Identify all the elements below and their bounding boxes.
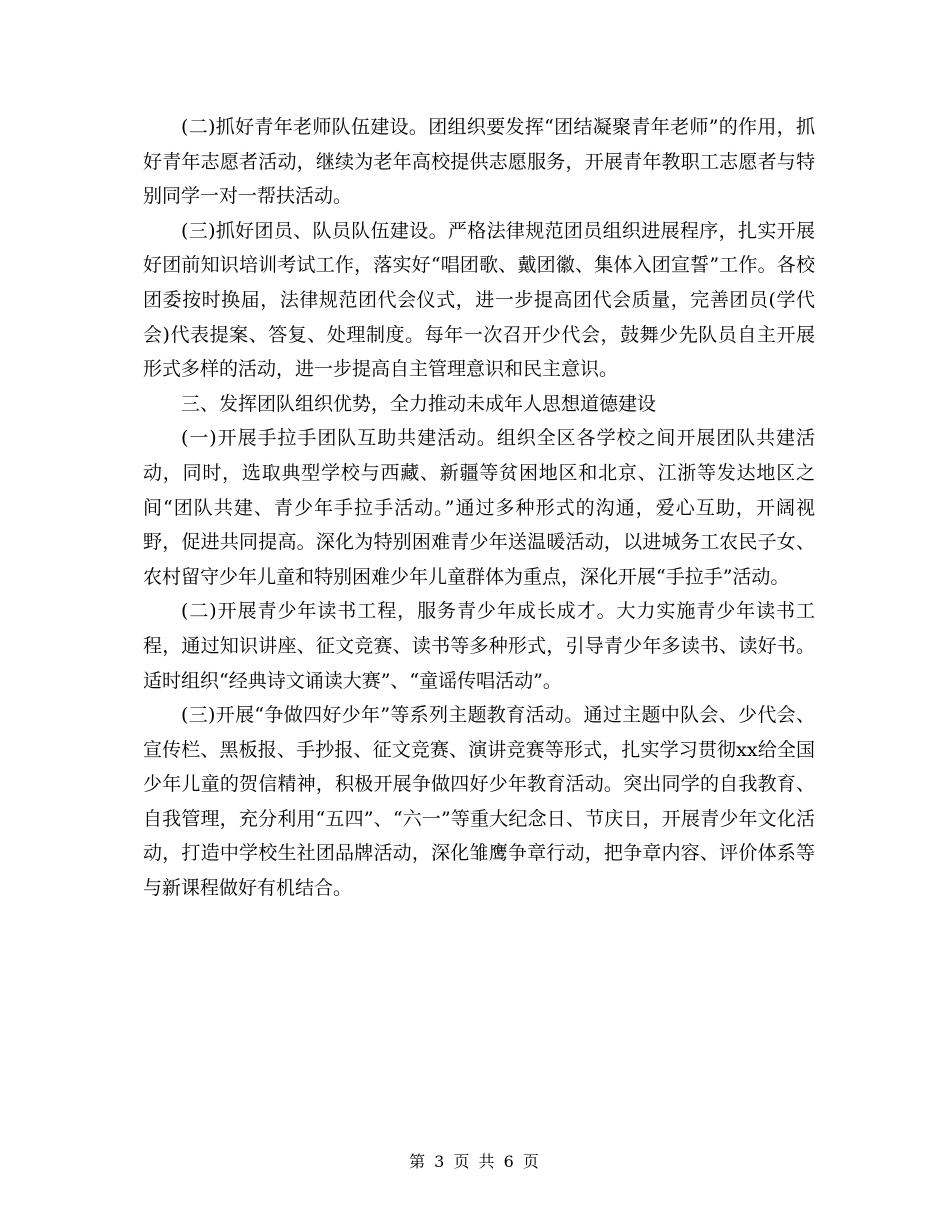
paragraph-hand-in-hand: (一)开展手拉手团队互助共建活动。组织全区各学校之间开展团队共建活动，同时，选取典型学校与西藏、新疆等贫困地区和北京、江浙等发达地区之间“团队共建、青少年手拉手活动。”通过多种形式的沟通，爱心互助，开阔视野，促进共同提高。深化为特别困难青少年送温暖活动，以进城务工农民子女、农村留守少年儿童和特别困难少年儿童群体为重点，深化开展“手拉手”活动。 <box>143 427 815 588</box>
paragraph-league-members: (三)抓好团员、队员队伍建设。严格法律规范团员组织进展程序，扎实开展好团前知识培训考试工作，落实好“唱团歌、戴团徽、集体入团宣誓”工作。各校团委按时换届，法律规范团代会仪式，进一步提高团代会质量，完善团员(学代会)代表提案、答复、处理制度。每年一次召开少代会，鼓舞少先队员自主开展形式多样的活动，进一步提高自主管理意识和民主意识。 <box>143 219 815 381</box>
paragraph-youth-teachers: (二)抓好青年老师队伍建设。团组织要发挥“团结凝聚青年老师”的作用，抓好青年志愿者活动，继续为老年高校提供志愿服务，开展青年教职工志愿者与特别同学一对一帮扶活动。 <box>143 116 815 208</box>
document-body <box>143 110 815 906</box>
paragraph-four-good-youth: (三)开展“争做四好少年”等系列主题教育活动。通过主题中队会、少代会、宣传栏、黑板报、手抄报、征文竞赛、演讲竞赛等形式，扎实学习贯彻xx给全国少年儿童的贺信精神，积极开展争做四好少年教育活动。突出同学的自我教育、自我管理，充分利用“五四”、“六一”等重大纪念日、节庆日，开展青少年文化活动，打造中学校生社团品牌活动，深化雏鹰争章行动，把争章内容、评价体系等与新课程做好有机结合。 <box>143 704 815 900</box>
paragraph-reading-project: (二)开展青少年读书工程，服务青少年成长成才。大力实施青少年读书工程，通过知识讲座、征文竞赛、读书等多种形式，引导青少年多读书、读好书。适时组织“经典诗文诵读大赛”、“童谣传唱活动”。 <box>143 600 815 692</box>
section-heading-three: 三、发挥团队组织优势，全力推动未成年人思想道德建设 <box>181 392 657 415</box>
page-number-footer: 第 3 页 共 6 页 <box>409 1152 541 1171</box>
